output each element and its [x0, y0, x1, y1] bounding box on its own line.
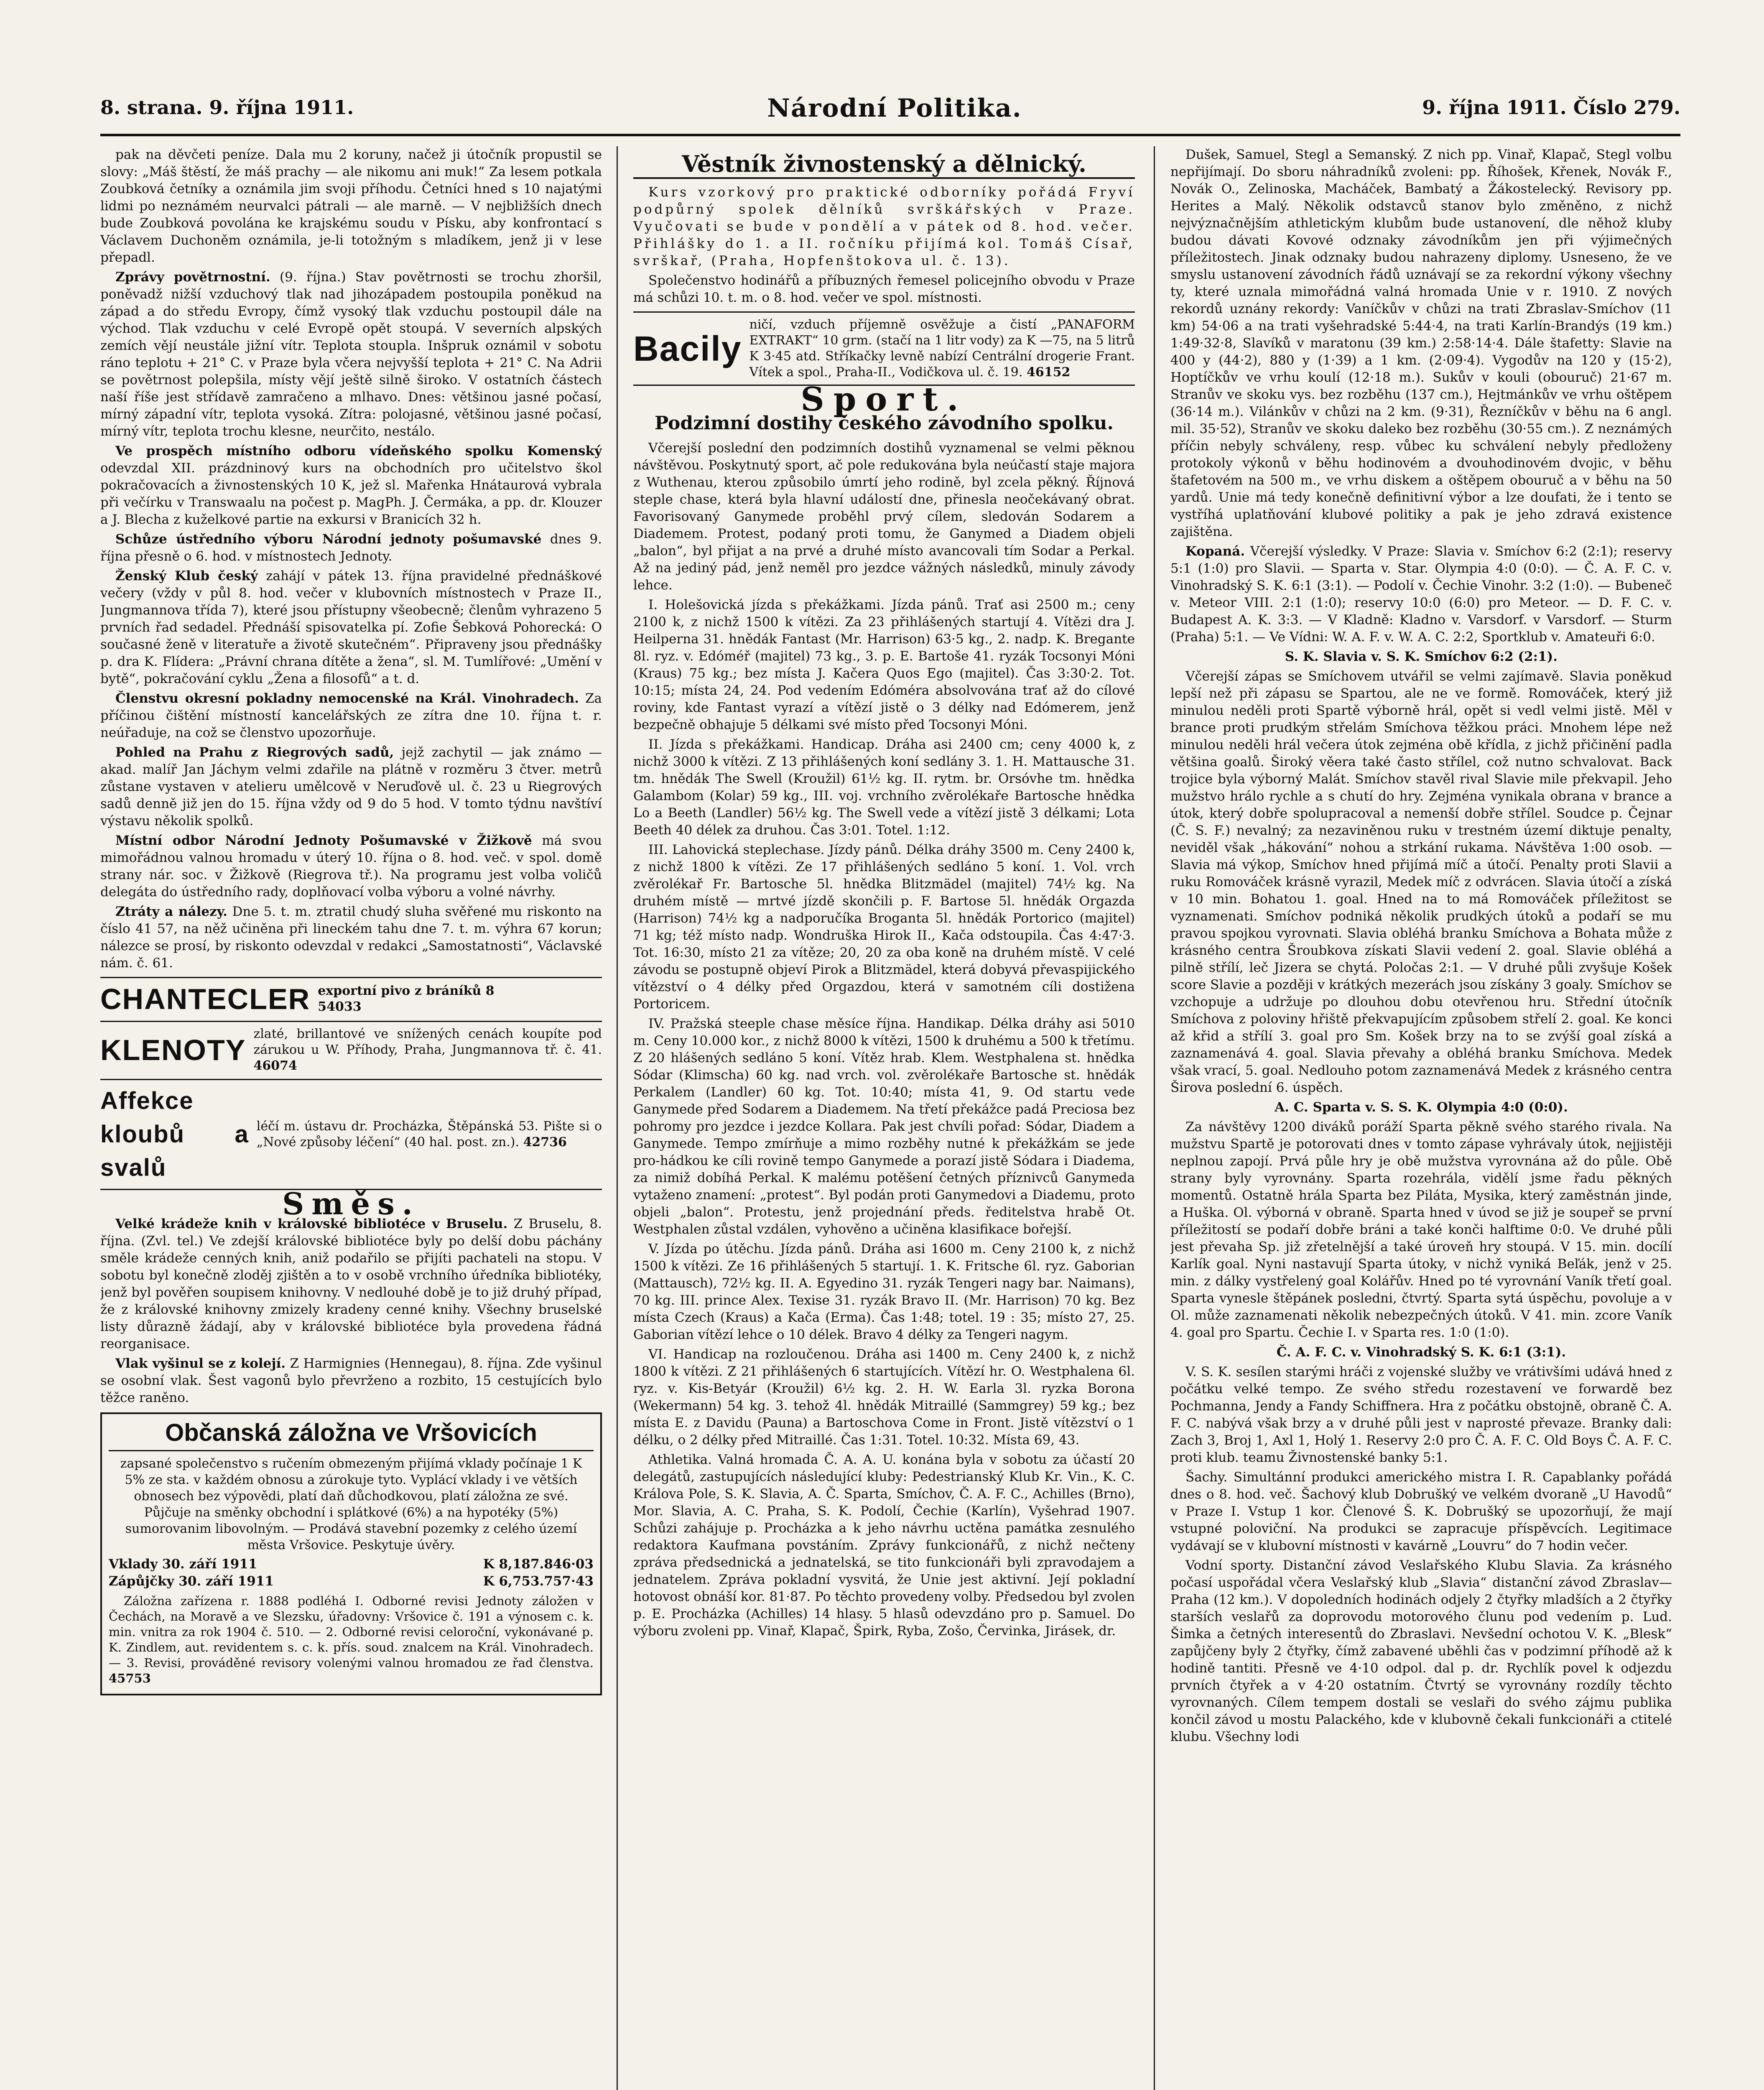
match-title: A. C. Sparta v. S. S. K. Olympia 4:0 (0:0). — [1275, 1100, 1568, 1115]
newspaper-page — [100, 67, 1680, 2090]
advert-body: zlaté, brillantové ve snížených cenách koupíte pod zárukou u W. Příhody, Praha, Jungmannova tř. č. 41. — [253, 1027, 602, 1057]
article-title: Místní odbor Národní Jednoty Pošumavské v Žižkově — [115, 833, 532, 848]
article-text: Za návštěvy 1200 diváků poráží Sparta pěkně svého starého rivala. Na mužstvu Spartě je potorovati dnes v tomto zápase vyhrávaly útok, nejjistěji neplnou zapojí. Prvá půle hry je obě mužstva vyrovnána až do půle. Obě strany byly vyrovnány. Sparta rozehrála, vidělí jsme řadu pěkných momentů. Ostatně hrála Sparta bez Piláta, Mysika, který zaměstnán jinde, a Huška. Ol. výborná v obraně. Sparta hned v úvod se již je soupeř se první příležitostí se podaří dobře bráni a také konči halftime 0:0. Ve druhé půli jest převaha Sp. již zřetelnější a také úroveň hry stoupá. V 15. min. docílí Karlík goal. Nyni nastavují Sparta útoky, v nichž vyniká Beľák, jenž v 25. min. z dálky vystřelený goal Kolářův. Hned po té vyrovnání Vaník třetí goal. Sparta vynesle štěpánek posledni, čtvrtý. Sparta sytá úspěchu, povoluje a v Ol. může zaznamenati několik nebezpečných útoků. V 41. min. zcore Vaník 4. goal pro Spartu. Čechie I. v Sparta res. 1:0 (1:0). — [1170, 1119, 1672, 1340]
race-result: V. Jízda po útěchu. Jízda pánů. Dráha asi 1600 m. Ceny 2100 k, z nichž 1500 k vítězi. Ze 16 přihlášených 5 startují. 1. K. Fritsche 6l. ryz. Gaborian (Mattausch), 72½ kg. II. A. Egyedino 31. ryzák Tengeri nagy bar. Naimans), 70 kg. III. prince Alex. Texise 31. ryzák Bravo II. (Mr. Harrison) 70 kg. Bez místa Czech (Kraus) a Kača (Erma). Čas 1:48; totel. 19 : 35; místo 27, 25. Gaborian vítězí lehce o 10 délek. Bravo 4 délky za Tengeri nagym. — [633, 1241, 1135, 1342]
article-title: Kopaná. — [1185, 544, 1245, 559]
page-label: 8. strana. — [100, 96, 203, 119]
advert-number: 45753 — [109, 1671, 151, 1685]
advert-text — [749, 317, 1135, 380]
article — [100, 744, 602, 830]
advert-vklady-value: K 8,187.846·03 — [483, 1557, 594, 1572]
date-right: 9. října 1911. — [1422, 96, 1567, 119]
article-text: Z Bruselu, 8. října. (Zvl. tel.) Ve zdejší královské bibliotéce byly po delší dobu páchány směle krádeže cenných knih, aniž podařilo se přijíti pachateli na stopu. V sobotu byl konečně zloděj zjištěn a to v osobě vrchního úředníka bibliotéky, jenž byl pověřen soupisem knihovny. V nedlouhé době je to již druhý případ, že z královské knihovny zmizely kradeny cenné knihy. Všechny bruselské listy důrazně žádají, aby v královské bibliotéce byla provedena řádná reorganisace. — [100, 1216, 602, 1351]
advert-body: zapsané společenstvo s ručením obmezeným přijímá vklady počínaje 1 K 5% ze sta. v každém obnosu a zúrokuje tyto. Vyplácí vklady i ve větších obnosech bez výpovědi, platí daň důchodkovou, platí záložna ze své. Půjčuje na směnky obchodní i splátkové (6%) a na hypotéky (5%) sumorovanim libovolným. — Prodává stavební pozemky z celého území města Vršovice. Peskytuje úvěry. — [120, 1456, 582, 1552]
article-text: odevzdal XII. prázdninový kurs na obchodních pro učitelstvo škol pokračovacích a živnostenských 10 K, jež sl. Mařenka Hnátaurová vybrala při večírku v Transwaalu na počest p. MagPh. J. Čermáka, a pp. dr. Klouzer a J. Blecha z kuželkové partie na exkursi v Branicích 32 h. — [100, 461, 602, 527]
article — [100, 903, 602, 972]
advert-body: léčí m. ústavu dr. Procházka, Štěpánská 53. Pište si o „Nové způsoby léčení“ (40 hal. post. zn.). — [256, 1119, 602, 1150]
masthead-left — [100, 96, 354, 119]
advert-footer-text: Záložna zařízena r. 1888 podléhá I. Odborné revisi Jednoty záložen v Čechách, na Moravě a ve Slezsku, úřadovny: Vršovice č. 191 a výnosem c. k. min. vnitra za rok 1904 č. 510. — 2. Odborné revisi celoroční, vykonávané p. K. Zindlem, aut. revidentem s. c. k. přís. soud. znalcem na Král. Vinohradech. — 3. Revisi, prováděné revisory volenými valnou hromadou ze řad členstva. — [109, 1594, 594, 1670]
section-title-vestnik: Věstník živnostenský a dělnický. — [633, 150, 1135, 179]
article-text: dnes 9. října přesně o 6. hod. v místnostech Jednoty. — [100, 532, 602, 564]
article-text: Vodní sporty. Distanční závod Veslařského Klubu Slavia. Za krásného počasí uspořádal včera Veslařský klub „Slavia“ distanční závod Zbraslav—Praha (12 km.). V dopoledních hodinách odjely 2 čtyřky mladších a 2 čtyřky starších veslařů za doprovodu motorového člunu pod vedením p. Lud. Šimka a četných interesentů do Zbraslavi. Nevšední ochotou V. K. „Blesk“ zapůjčeny byly 2 čtyřky, čímž zabavené uběhli čas v podzimní příhodě až k hodině tantiti. Přesně ve 4·10 odpol. dal p. dr. Rychlík povel k odjezdu prvních čtyřek a v 4·20 ostatním. Čtvrtý se vyrovnány rozdíly těchto vyrovnaných. Cílem tempem dostali se veslaři do svého zájmu publika končil závod u mostu Palackého, kde v klubovně čekali funkcionáři a ctitelé klubu. Všechny lodi — [1170, 1558, 1672, 1744]
advert-headline: Affekce kloubů a svalů — [100, 1087, 249, 1181]
advert-klenoty — [100, 1021, 602, 1074]
advert-headline: Bacily — [633, 329, 742, 368]
advert-body: ničí, vzduch příjemně osvěžuje a čistí „PANAFORM EXTRAKT“ 10 grm. (stačí na 1 litr vody) za K —75, na 5 litrů K 3·45 atd. Stříkačky levně nabízí Centrální drogerie Frant. Vítek a spol., Praha-II., Vodičkova ul. č. 19. — [749, 317, 1135, 380]
column-1 — [100, 146, 602, 2090]
article-text: Včerejší zápas se Smíchovem utvářil se velmi zajímavě. Slavia poněkud lepší než při zápasu se Spartou, ale ne ve formě. Romováček, který již minulou neděli proti Spartě výborně hrál, opět si vedl velmi jistě. Měl v brance proti prudkým střelám Smíchova těžkou práci. Mnohem lépe než minulou neděli hrál večera útok zejména obě křídla, z jichž přičinění padla většina goalů. Široký věera také často střílel, což nutno schvalovat. Back trojice byla výborný Malát. Smíchov stavěl rival Slavie mile překvapil. Jeho mužstvo hrálo rychle a s chutí do hry. Zejména vynikala obrana v brance a útok, který dobře spolupracoval a nemenší dobře střílel. Soudce p. Čejnar (Č. S. F.) nevalný; za nezaviněnou ruku v trestném území diktuje penalty, neviděl však „hákování“ nohou a strkání rukama. Návštěva 1:00 osob. — Slavia má výkop, Smíchov hned přijímá míč a útočí. Penalty proti Slavii a ruku Romováček krásně vyrazil, Medek míč z odvrácen. Slavia útočí a získá v 10 min. Bohatou 1. goal. Hned na to má Romováček příležitost se vyznamenati. Smíchov podniká několik prudkých útoků a podaří se mu pravou spojkou vyrovnati. Slavia obléhá branku Smíchova a Bohata může z krásného centra Šroubkova získati Slavii vedení 2. goal. Slavie obléhá a pilně střílí, leč Jizera se chytá. Poločas 2:1. — V druhé půli zvyšuje Košek score Slavie a později v krátkých mezerách jsou získány 3 goaly. Smíchov se vzchopuje a udržuje po dlouhou dobu otevřenou hru. Střední útočník Smíchova z poloviny hřiště překvapujícím způsobem střelí 2. goal. Ke konci až křid a střílí 3. goal pro Sm. Košek brzy na to se zvýší goal získá a zaznamenává 4. goal. Slavia převahy a obléhá branku Smíchova. Medek však vrací, 5. goal. Nedlouho potom zaznamenává Medek z krásného centra Širova poslední 6. úspěch. — [1170, 669, 1672, 1095]
advert-text — [318, 983, 494, 1015]
column-2 — [633, 146, 1135, 2090]
article-title: Velké krádeže knih v královské bibliotéce v Bruselu. — [115, 1216, 508, 1231]
article-text: Šachy. Simultánní produkci amerického mistra I. R. Capablanky pořádá dnes o 8. hod. več. Šachový klub Dobrušký ve velkém dvoraně „U Havodů“ v Praze I. Vstup 1 kor. Členové Š. K. Dobrušký se upozorňují, že mají vstupné poloviční. Na produkci se zapracuje příspěvcích. Legitimace vydávají se v klubovní místnosti v kavárně „Louvru“ do 7 hodin večer. — [1170, 1470, 1672, 1553]
advert-zapujcky-row — [109, 1573, 594, 1590]
article-text: jejž zachytil — jak známo — akad. malíř Jan Jáchym velmi zdařile na plátně v rozměru 3 čtver. metrů zůstane vystaven v atelieru umělcově v Neruďově ul. č. 23 u Riegrových sadů denně již jen do 15. října vždy od 9 do 5 hod. V tomto týdnu navštíví výstavu několik spolků. — [100, 745, 602, 828]
article-text: má svou mimořádnou valnou hromadu v úterý 10. října o 8. hod. več. v spol. domě strany nár. soc. v Žižkově (Riegrova tř.). Na programu jest volba voličů delegáta do ústředního rady, doplňovací volba výboru a volné návrhy. — [100, 833, 602, 900]
column-rule — [1154, 146, 1155, 2090]
advert-vklady-row — [109, 1556, 594, 1573]
article — [100, 531, 602, 565]
advert-headline: Občanská záložna ve Vršovicích — [109, 1419, 594, 1451]
match-title: Č. A. F. C. v. Vinohradský S. K. 6:1 (3:1). — [1276, 1345, 1566, 1360]
advert-vklady-label: Vklady 30. září 1911 — [109, 1557, 257, 1572]
advert-headline: KLENOTY — [100, 1034, 246, 1066]
advert-zapujcky-label: Zápůjčky 30. září 1911 — [109, 1574, 274, 1589]
article-text: Včerejší výsledky. V Praze: Slavia v. Smíchov 6:2 (2:1); reservy 5:1 (1:0) pro Slavii. — Sparta v. Star. Olympia 4:0 (0:0). — Č. A. F. C. v. Vinohradský S. K. 6:1 (3:1). — Podolí v. Čechie Vinohr. 3:2 (1:0). — Bubeneč v. Meteor VIII. 2:1 (1:0); reservy 10:0 (6:0) pro Meteor. — D. F. C. v. Budapest A. K. 3:3. — V Kladně: Kladno v. Varsdorf. v Varsdorf. — Sturm (Praha) 5:1. — Ve Vídni: W. A. F. v. W. A. C. 2:2, Sportklub v. Amateuři 6:0. — [1170, 544, 1672, 645]
race-result: I. Holešovická jízda s překážkami. Jízda pánů. Trať asi 2500 m.; ceny 2100 k, z nichž 1500 k vítězi. Za 23 přihlášených startují 4. Vítězi dra J. Heilperna 31. hnědák Fantast (Mr. Harrison) 63·5 kg., 2. nadp. K. Bregante 8l. ryz. v. Edóméř (majitel) 73 kg., 3. p. E. Bartoše 41. ryzák Tocsonyi Móni (Kraus) 75 kg.; bez místa J. Kačera Quos Ego (majitel). Čas 3:30·2. Tot. 10:15; místa 24, 24. Pod vedením Edóméra absolvována trať až do cílové roviny, kde Fantast vyrazí a vítězí jistě o 3 délky nad Edómerem, jenž bezpečně obhajuje 5 délkami své místo před Tocsonyi Móni. — [633, 597, 1135, 732]
article-text: Společenstvo hodinářů a příbuzných řemesel policejního obvodu v Praze má schůzi 10. t. m. o 8. hod. večer ve spol. místnosti. — [633, 273, 1135, 305]
article-text: Z Harmignies (Hennegau), 8. října. Zde vyšinul se osobní vlak. Šest vagonů bylo převrženo a rozbito, 15 cestujících bylo těžce raněno. — [100, 1356, 602, 1405]
article-text: Dušek, Samuel, Stegl a Semanský. Z nich pp. Vinař, Klapač, Stegl volbu nepřijímají. Do sboru náhradníků zvoleni: pp. Říhošek, Křenek, Novák F., Novák O., Zelinoska, Macháček, Bambatý a Žákostelecký. Revisory pp. Herites a Malý. Několik odstavců stanov bylo změněno, z nichž nejvýznačnějším athletickým klubům bude ustanovení, dle něhož kluby budou dávati Kovové odznaky závodníkům jen při výjimečných příležitostech. Jinak odznaky budou nahrazeny diplomy. Usneseno, že ve smyslu ustanovení závodních řádů uznávají se za rekordní výkony všechny ty, které uznala mimořádná valná hromada Unie v r. 1910. Z nových rekordů uznány rekordy: Vaníčkův v chůzi na trati Zbraslav-Smíchov (11 km) 54·06 a na trati vyšehradské 5:44·4, na trati Karlín-Brandýs (19 km.) 1:49·32·8, Slavíků v maratonu (39 km.) 2:58·14·4. Dále štafetty: Slavie na 400 y (44·2), 880 y (1·39) a 1 km. (2·09·4). Vygodův na 120 y (15·2), Hoptíčkův ve vrhu koulí (12·18 m.). Sukův v kouli (obouruč) 21·67 m. Stranův ve skoku vys. bez rozběhu (137 cm.), Hejtmánkův ve vrhu oštěpem (36·14 m.). Vilánkův v chůzi na 2 km. (9·31), Řezníčkův v běhu na 6 angl. mil. 35·52), Stranův ve skoku daleko bez rozběhu (30·55 cm.). Z neznámých příčin nebyly schváleny, resp. vůbec ku schválení nebyly předloženy protokoly výkonů v běhu hodinovém a dvouhodinovém dvojic, v běhu štafetovém na 500 m., ve vrhu diskem a oštěpem obouruč a v běhu na 50 yardů. Unie má tedy konečně definitivní výbor a lze doufati, že i tento se vystříhá uplatňování klubové politiky a pak je jeho zdravá existence zajištěna. — [1170, 147, 1672, 539]
article — [100, 832, 602, 901]
article — [100, 568, 602, 688]
article-text: Kurs vzorkový pro praktické odborníky pořádá Fryví podpůrný spolek dělníků svrškářských v Praze. Vyučovati se bude v pondělí a v pátek od 8. hod. večer. Přihlášky do 1. a II. ročníku přijímá kol. Tomáš Císař, svrškař, (Praha, Hopfenštokova ul. č. 13). — [633, 185, 1135, 268]
article-title: Vlak vyšinul se z kolejí. — [115, 1356, 286, 1371]
masthead-right — [1422, 96, 1680, 119]
race-result: IV. Pražská steeple chase měsíce října. Handikap. Délka dráhy asi 5010 m. Ceny 10.000 kor., z nichž 8000 k vítězi, 1500 k druhému a 500 k třetímu. Z 20 hlášených sedláno 5 koní. Vítěz hrab. Klem. Westphalena st. hnědka Sódar (Klimscha) 60 kg. nad vrch. vol. zvěrolékaře Bartosche st. hnědák Perkalem (Landler) 60 kg. Tot. 10:40; místa 41, 9. Od startu vede Ganymede před Sodarem a Diademem. Na třetí překážce padá Preciosa bez pohromy pro jezdce i jezdce Kollara. Pak jest chvíli pořad: Sódar, Diadem a Ganymede. Tempo zmírňuje a mimo rozběhy nutné k překážkám se jede pro-hádkou ke cíli rovině tempo Ganymede a porazí jistě Sódara i Diadema, za nimiž dobíhá Perkal. K malému potěšení četných příznivců Ganymeda vytaženo znamení: „protest“. Byl podán proti Ganymedovi a Diademu, proto objeli „balon“. Protestu, jenž projednání předs. ředitelstva hrabě Ot. Westphalen zůstal vzdálen, vyhověno a učiněna klasifikace bořejší. — [633, 1016, 1135, 1237]
article-text: Za příčinou čištění místností kancelářských ze zítra dne 10. října t. r. neúřaduje, na což se členstvo upozorňuje. — [100, 691, 602, 740]
advert-number: 42736 — [523, 1135, 567, 1150]
issue-number: Číslo 279. — [1573, 96, 1680, 119]
article — [100, 690, 602, 742]
advert-number: 46074 — [253, 1058, 297, 1073]
advert-headline: CHANTECLER — [100, 983, 311, 1015]
advert-tagline: exportní pivo z bráníků 8 — [318, 984, 495, 998]
article — [100, 1216, 602, 1353]
advert-number: 46152 — [1026, 365, 1071, 380]
advert-bacily — [633, 311, 1135, 386]
race-result: III. Lahovická steplechase. Jízdy pánů. Délka dráhy 3500 m. Ceny 2400 k, z nichž 1800 k vítězi. Ze 17 přihlášených sedláno 5 koní. 1. Vol. vrch zvěrolékař Fr. Bartosche 5l. hnědka Blitzmädel (majitel) 74½ kg. Na druhém místě — mrtvé jízdě skončili p. F. Bartose 5l. hnědák Orgazda (Harrison) 74½ kg a nadporučíka Broganta 5l. hnědák Portorico (majitel) 71 kg; též místo nadp. Wondruška Hirok II., Kača odstoupila. Čas 4:47·3. Tot. 16:30, místo 21 za vítěze; 20, 20 za oba koně na druhém místě. V celé závodu se postupně objeví Pirok a Blitzmädel, která dobyvá převaspijického vítězství o 4 délky před Orgazdou, která v samotném cíli dostižena Portoricem. — [633, 842, 1135, 1012]
advert-obcanska-zalozna — [100, 1412, 602, 1695]
advert-chantecler — [100, 977, 602, 1016]
advert-affekce — [100, 1079, 602, 1190]
race-result: II. Jízda s překážkami. Handicap. Dráha asi 2400 cm; ceny 4000 k, z nichž 3000 k vítězi. Z 13 přihlášených koní sedlány 3. 1. H. Mattausche 31. tm. hnědák The Swell (Kroužil) 61½ kg. II. rytm. br. Orsóvhe tm. hnědka Galambom (Kolar) 59 kg., III. voj. vrchního zvěrolékaře Bartosche hnědka Lo a Beeth (Landler) 56½ kg. The Swell vede a vítězí jistě 3 délkami; Lota Beeth 40 délek za druhou. Čas 3:01. Totel. 1:12. — [633, 737, 1135, 838]
article-text: zahájí v pátek 13. října pravidelné přednáškové večery (vždy v půl 8. hod. večer v klubovních místnostech v Praze II., Jungmannova třída 7), které jsou přístupny všeobecně; členům vyhrazeno 5 prvních řad sedadel. Přednáší spisovatelka pí. Zofie Šebková Pohorecká: O současné ženě v literatuře a životě skutečném“. Připraveny jsou přednášky p. dra K. Flídera: „Právní chrana dítěte a žena“, sl. M. Tumlířové: „Umění v bytě“, pokračování cyklu „Žena a filosofů“ a t. d. — [100, 568, 602, 686]
article-title: Ztráty a nálezy. — [115, 904, 227, 919]
advert-zapujcky-value: K 6,753.757·43 — [483, 1574, 594, 1589]
article-title: Schůze ústředního výboru Národní jednoty pošumavské — [115, 532, 542, 547]
article-title: Zprávy povětrnostní. — [115, 270, 270, 285]
column-3 — [1170, 146, 1672, 2090]
article-title: Pohled na Prahu z Riegrových sadů, — [115, 745, 394, 760]
race-result: VI. Handicap na rozloučenou. Dráha asi 1400 m. Ceny 2400 k, z nichž 1800 k vítězi. Z 21 přihlášených 6 startujících. Vítězí hr. O. Westphalena 6l. ryz. v. Kis-Betyár (Kroužil) 6½ kg. 2. H. W. Earla 3l. ryzka Borona (Wekermann) 54 kg. 3. tehož 4l. hnědák Mitraillé (Sammgrey) 59 kg.; bez místa E. z Davidu (Pauna) a Bartoschova Come in Front. Jistě vítězství o 1 délku, o 2 délky před Mitraillé. Čas 1:31. Totel. 10:32. Místa 69, 43. — [633, 1347, 1135, 1448]
advert-text — [257, 1119, 602, 1150]
advert-text — [253, 1026, 602, 1074]
article-text: V. S. K. sesílen starými hráči z vojenské služby ve vrátivšími udává hned z počátku velké tempo. Ze svého středu rozestavení ve forwardě bez Pochmanna, Jendy a Fandy Schiffnera. Hra z počátku obstojně, obraně Č. A. F. C. nabývá však brzy a v druhé půli jest v naprosté převaze. Branky dali: Zach 3, Broj 1, Axl 1, Holý 1. Reservy 2:0 pro Č. A. F. C. Old Boys Č. A. F. C. proti klub. teamu Živnostenské banky 5:1. — [1170, 1364, 1672, 1465]
article — [100, 443, 602, 528]
article — [1170, 543, 1672, 646]
section-title-smes: Směs. — [282, 1186, 420, 1221]
date-left: 9. října 1911. — [209, 96, 354, 119]
article-title: Ženský Klub český — [115, 568, 258, 584]
article-text: Athletika. Valná hromada Č. A. A. U. konána byla v sobotu za účastí 20 delegátů, zastupujících následující kluby: Pedestrianský Klub Kr. Vin., K. C. Králova Pole, S. K. Slavia, A. Č. Sparta, Smíchov, Č. A. F. C., Achilles (Brno), Mor. Slavia, A. C. Praha, S. K. Podolí, Čechie (Karlín), Vyšehrad 1907. Schůzi zahájuje p. Procházka a k jeho návrhu uctěna památka zesnulého redaktora Kaufmana povstáním. Zprávy funkcionářů, z nichž nečteny zpráva předsednická a jednatelská, se tito funkcionáři byli zpravodajem a jednatelem. Zpráva pokladní vysvitá, že Unie jest aktivní. Její pokladní hotovost obnáší kor. 81·87. Po těchto provedeny volby. Předsedou byl zvolen p. E. Procházka (Achilles) 14 hlasy. 5 hlasů odevzdáno pro p. Samuel. Do výboru zvoleni pp. Vinař, Klapač, Špirk, Ryba, Zošo, Červinka, Jirásek, dr. — [633, 1452, 1135, 1639]
article-headline: Podzimní dostihy českého závodního spolku. — [655, 413, 1114, 434]
match-title: S. K. Slavia v. S. K. Smíchov 6:2 (2:1). — [1285, 649, 1558, 664]
advert-footer — [109, 1593, 594, 1686]
article — [100, 1355, 602, 1407]
section-title-sport: Sport. — [800, 380, 968, 418]
article-title: Ve prospěch místního odboru vídeňského spolku Komenský — [115, 443, 602, 459]
article-text: (9. října.) Stav povětrnosti se trochu zhoršil, poněvadž nižší vzduchový tlak nad jihozápadem postoupila poněkud na západ a do středu Evropy, čímž vysoký tlak vzduchu postoupil dále na východ. Tlak vzduchu v celé Evropě opět stoupá. V severních alpských zemích vějí neustále jižní vítr. Teplota stoupla. Inšpruk oznámil v sobotu ráno teplotu + 21° C. v Praze byla včera nejvyšší teplota + 21° C. Na Adrii se povětrnost polepšila, místy vějí ještě silně široko. V ostatních částech naší říše jest střídavě zamračeno a mlhavo. Dnes: většinou jasné počasí, mírný západní vítr, teplota vysoká. Zítra: polojasné, většinou jasné počasí, mírný vítr, teplota trochu klesne, neurčito, nestálo. — [100, 270, 602, 439]
masthead — [100, 96, 1680, 136]
article-title: Členstvu okresní pokladny nemocenské na Král. Vinohradech. — [115, 691, 579, 706]
article-text: Dne 5. t. m. ztratil chudý sluha svěřené mu riskonto na číslo 41 57, na něž učiněna při lineckém tahu dne 7. t. m. výhra 67 korun; nálezce se prosí, by riskonto odevzdal v redakci „Samostatnosti“, Václavské nám. č. 61. — [100, 904, 602, 971]
article-text: pak na děvčeti peníze. Dala mu 2 koruny, načež ji útočník propustil se slovy: „Máš štěstí, že máš prachy — ale nikomu ani muk!“ Za lesem potkala Zoubková četníky a oznámila jim svoji příhodu. Četníci hned s 10 najatými lidmi po neznámém neurvalci pátrali — ale marně. — V nejbližších dnech bude Zoubková povolána ke krajskému soudu v Písku, aby konfrontací s Václavem Duchoněm oznámila, je-li totožným s mladíkem, jenž ji v lese přepadl. — [100, 147, 602, 265]
advert-number: 54033 — [318, 999, 362, 1014]
article-text: Včerejší poslední den podzimních dostihů vyznamenal se velmi pěknou návštěvou. Poskytnutý sport, ač pole redukována byla neúčastí staje majora z Wuthenau, kterou způsobilo úmrtí jeho rodině, byl zcela pěkný. Říjnová steple chase, která byla hlavní událostí dne, přinesla neočekávaný obrat. Favorisovaný Ganymede proběhl prvý cílem, sledován Sodarem a Diademem. Protest, podaný proti tomu, že Ganymed a Diadem objeli „balon“, byl přijat a na prvé a druhé místo avancovali tím Sodar a Perkal. Až na jediný pád, jenž neměl pro jezdce vážných následků, minuly závody lehce. — [633, 441, 1135, 593]
paper-title: Národní Politika. — [767, 94, 1022, 123]
column-rule — [617, 146, 618, 2090]
article — [100, 269, 602, 440]
